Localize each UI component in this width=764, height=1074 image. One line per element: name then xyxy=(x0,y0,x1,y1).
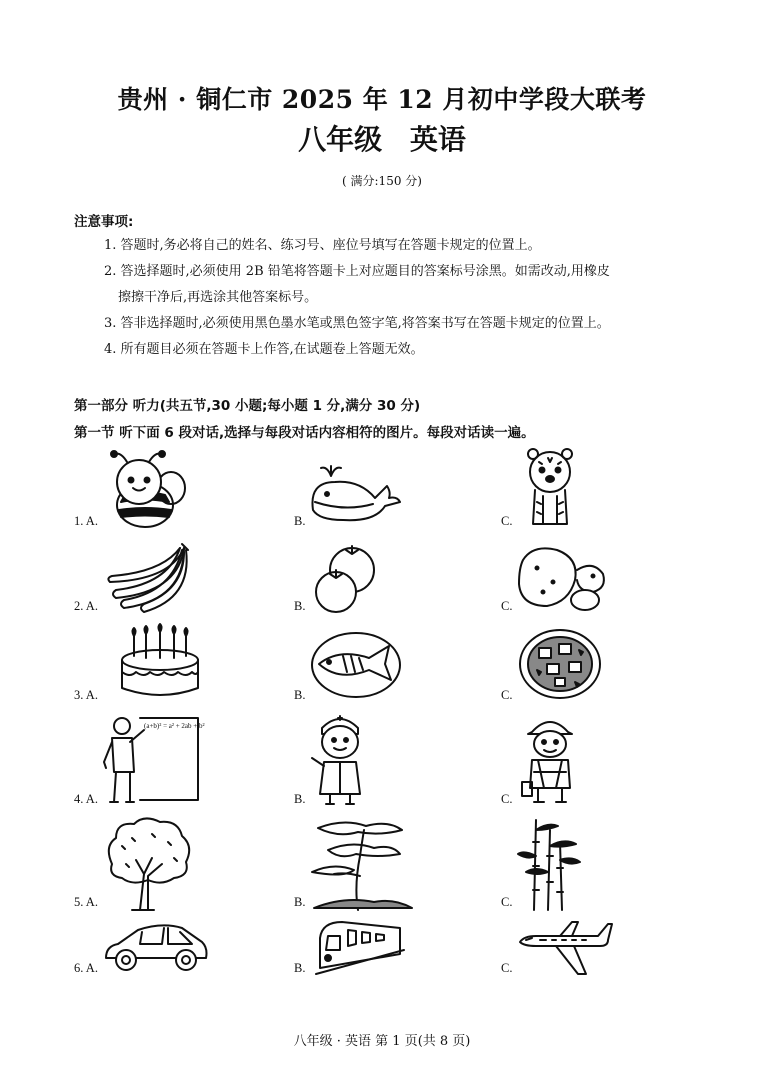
birthday-cake-image xyxy=(116,626,204,700)
part1-heading: 第一部分 听力(共五节,30 小题;每小题 1 分,满分 30 分) xyxy=(74,398,421,414)
tiger-image xyxy=(515,446,585,530)
notice-item-1: 1. 答题时,务必将自己的姓名、练习号、座位号填写在答题卡规定的位置上。 xyxy=(104,238,541,253)
worker-image xyxy=(516,712,584,808)
potatoes-image xyxy=(513,540,608,614)
q6-option-a: 6. A. xyxy=(74,961,98,975)
bee-image xyxy=(103,450,188,530)
exam-subtitle: 八年级 英语 xyxy=(298,123,466,156)
tomatoes-image xyxy=(308,540,380,614)
doctor-image xyxy=(310,712,370,808)
full-score: ( 满分:150 分) xyxy=(342,174,422,188)
q1-option-c: C. xyxy=(501,514,513,528)
q3-option-a: 3. A. xyxy=(74,688,98,702)
exam-title: 贵州 · 铜仁市 2025 年 12 月初中学段大联考 xyxy=(117,85,647,114)
train-image xyxy=(314,916,406,976)
q1-option-b: B. xyxy=(294,514,306,528)
notice-item-2: 2. 答选择题时,必须使用 2B 铅笔将答题卡上对应题目的答案标号涂黑。如需改动,用橡皮 xyxy=(104,264,610,279)
q3-option-b: B. xyxy=(294,688,306,702)
q6-option-c: C. xyxy=(501,961,513,975)
pine-tree-image xyxy=(304,816,414,912)
q2-option-a: 2. A. xyxy=(74,599,98,613)
q5-option-a: 5. A. xyxy=(74,895,98,909)
tree-image xyxy=(102,816,194,912)
notice-item-3: 3. 答非选择题时,必须使用黑色墨水笔或黑色签字笔,将答案书写在答题卡规定的位置上。 xyxy=(104,316,610,331)
bananas-image xyxy=(104,540,194,614)
airplane-image xyxy=(516,918,612,976)
q4-option-c: C. xyxy=(501,792,513,806)
bamboo-image xyxy=(514,816,586,912)
q1-option-a: 1. A. xyxy=(74,514,98,528)
q2-option-b: B. xyxy=(294,599,306,613)
q2-option-c: C. xyxy=(501,599,513,613)
notice-heading: 注意事项: xyxy=(74,214,134,230)
tofu-dish-image xyxy=(517,626,603,702)
page-footer: 八年级 · 英语 第 1 页(共 8 页) xyxy=(293,1034,471,1049)
whale-image xyxy=(305,458,405,530)
fish-plate-image xyxy=(309,630,404,700)
notice-item-2-cont: 擦擦干净后,再选涂其他答案标号。 xyxy=(118,290,318,305)
q4-option-a: 4. A. xyxy=(74,792,98,806)
q3-option-c: C. xyxy=(501,688,513,702)
q5-option-c: C. xyxy=(501,895,513,909)
section1-heading: 第一节 听下面 6 段对话,选择与每段对话内容相符的图片。每段对话读一遍。 xyxy=(74,425,535,441)
q5-option-b: B. xyxy=(294,895,306,909)
board-formula: (a+b)² = a² + 2ab + b² xyxy=(144,722,205,730)
q4-option-b: B. xyxy=(294,792,306,806)
q6-option-b: B. xyxy=(294,961,306,975)
notice-item-4: 4. 所有题目必须在答题卡上作答,在试题卷上答题无效。 xyxy=(104,342,424,357)
car-image xyxy=(102,918,210,976)
